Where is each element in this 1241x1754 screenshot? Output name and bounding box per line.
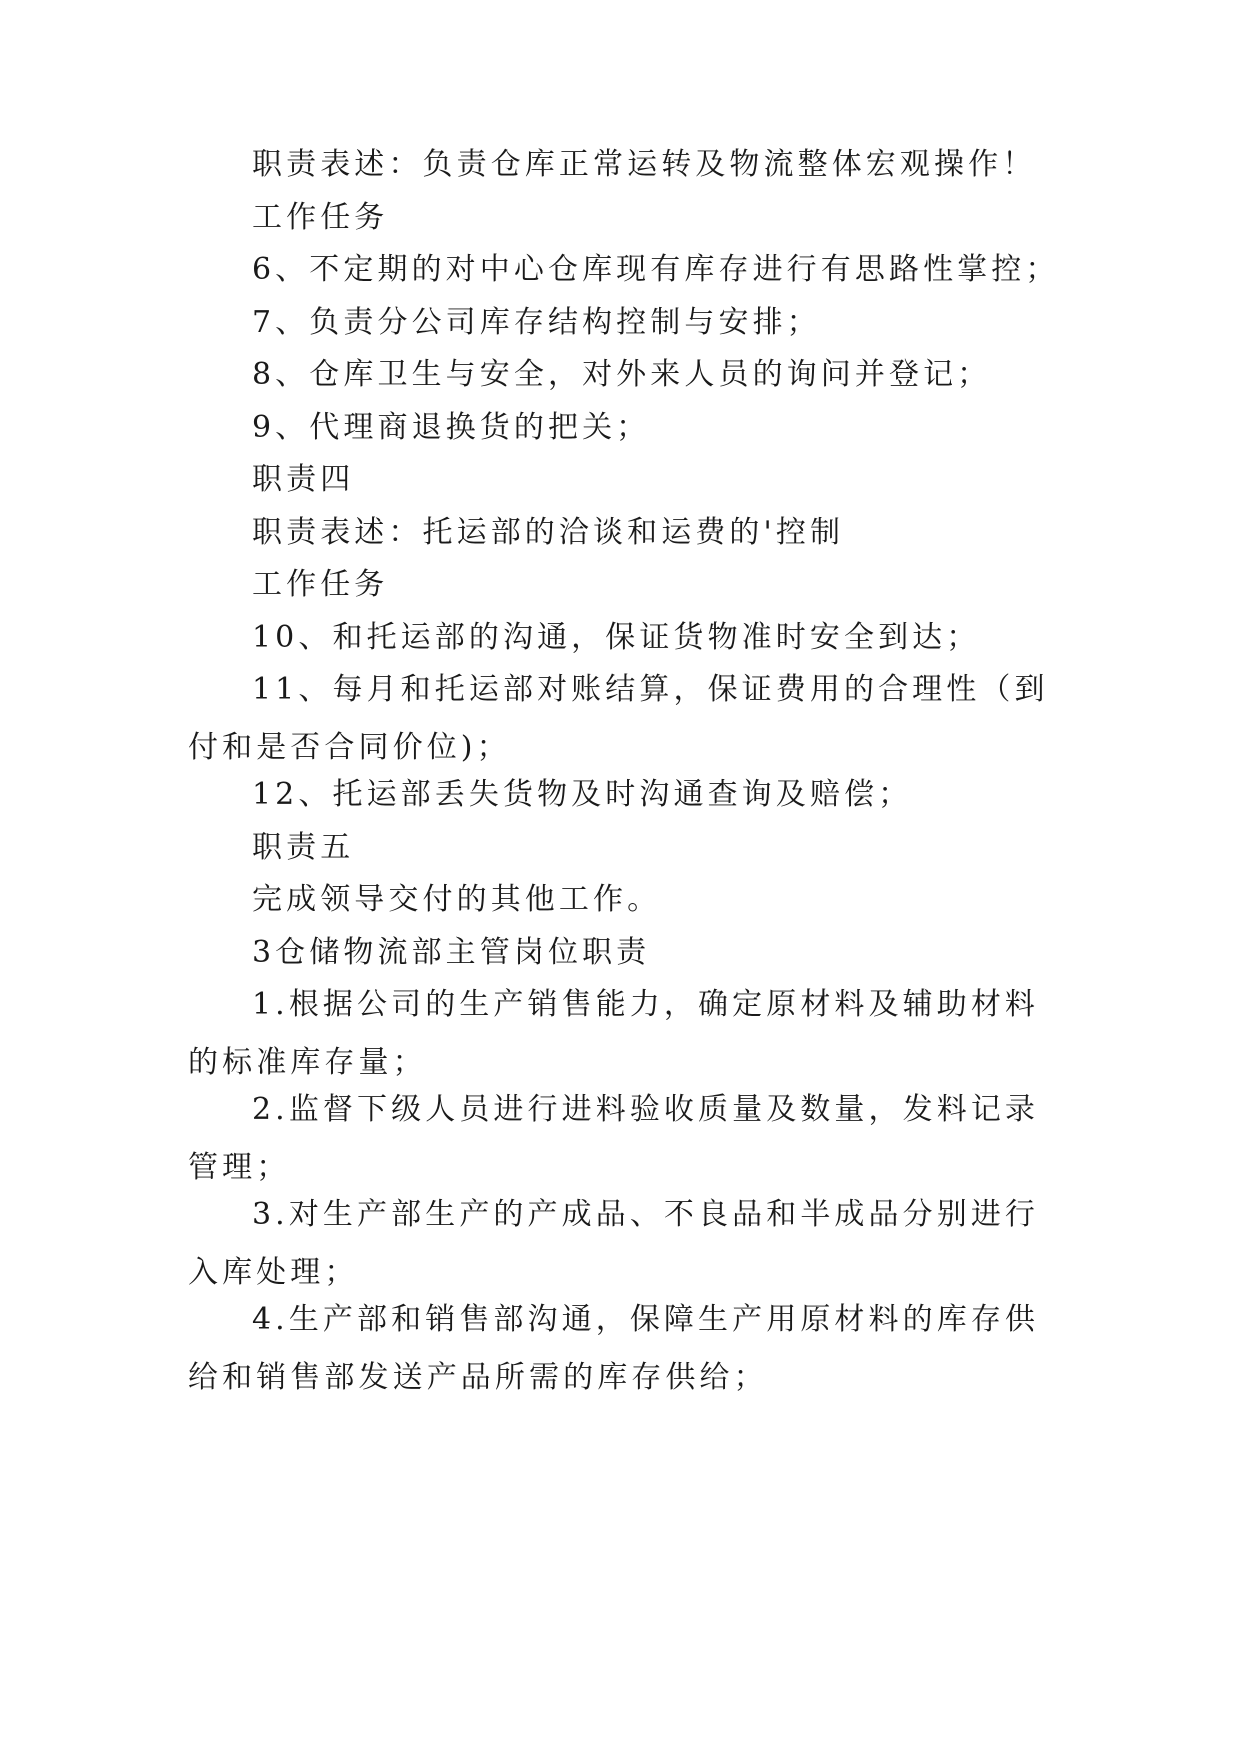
- paragraph-duty-five: 职责五: [252, 830, 355, 865]
- paragraph-task-6: 6、不定期的对中心仓库现有库存进行有思路性掌控；: [252, 252, 1060, 287]
- paragraph-section-heading: 3仓储物流部主管岗位职责: [252, 935, 651, 970]
- paragraph-duty-statement-warehouse: 职责表述：负责仓库正常运转及物流整体宏观操作！: [252, 147, 1037, 182]
- paragraph-duty-2: 2.监督下级人员进行进料验收质量及数量，发料记录管理；: [188, 1092, 1040, 1185]
- paragraph-task-7: 7、负责分公司库存结构控制与安排；: [252, 305, 821, 340]
- paragraph-duty-4: 4.生产部和销售部沟通，保障生产用原材料的库存供给和销售部发送产品所需的库存供给；: [188, 1302, 1040, 1395]
- paragraph-task-10: 10、和托运部的沟通，保证货物准时安全到达；: [252, 620, 981, 655]
- paragraph-work-tasks-heading-2: 工作任务: [252, 567, 389, 602]
- paragraph-task-11: 11、每月和托运部对账结算，保证费用的合理性（到付和是否合同价位)；: [188, 672, 1049, 765]
- paragraph-duty-3: 3.对生产部生产的产成品、不良品和半成品分别进行入库处理；: [188, 1197, 1040, 1290]
- paragraph-task-8: 8、仓库卫生与安全，对外来人员的询问并登记；: [252, 357, 992, 392]
- paragraph-task-12: 12、托运部丢失货物及时沟通查询及赔偿；: [252, 777, 913, 812]
- paragraph-other-work: 完成领导交付的其他工作。: [252, 882, 662, 917]
- paragraph-duty-1: 1.根据公司的生产销售能力，确定原材料及辅助材料的标准库存量；: [188, 987, 1040, 1080]
- paragraph-work-tasks-heading: 工作任务: [252, 200, 389, 235]
- paragraph-duty-statement-shipping: 职责表述：托运部的洽谈和运费的'控制: [252, 515, 845, 550]
- paragraph-duty-four: 职责四: [252, 462, 355, 497]
- paragraph-task-9: 9、代理商退换货的把关；: [252, 410, 651, 445]
